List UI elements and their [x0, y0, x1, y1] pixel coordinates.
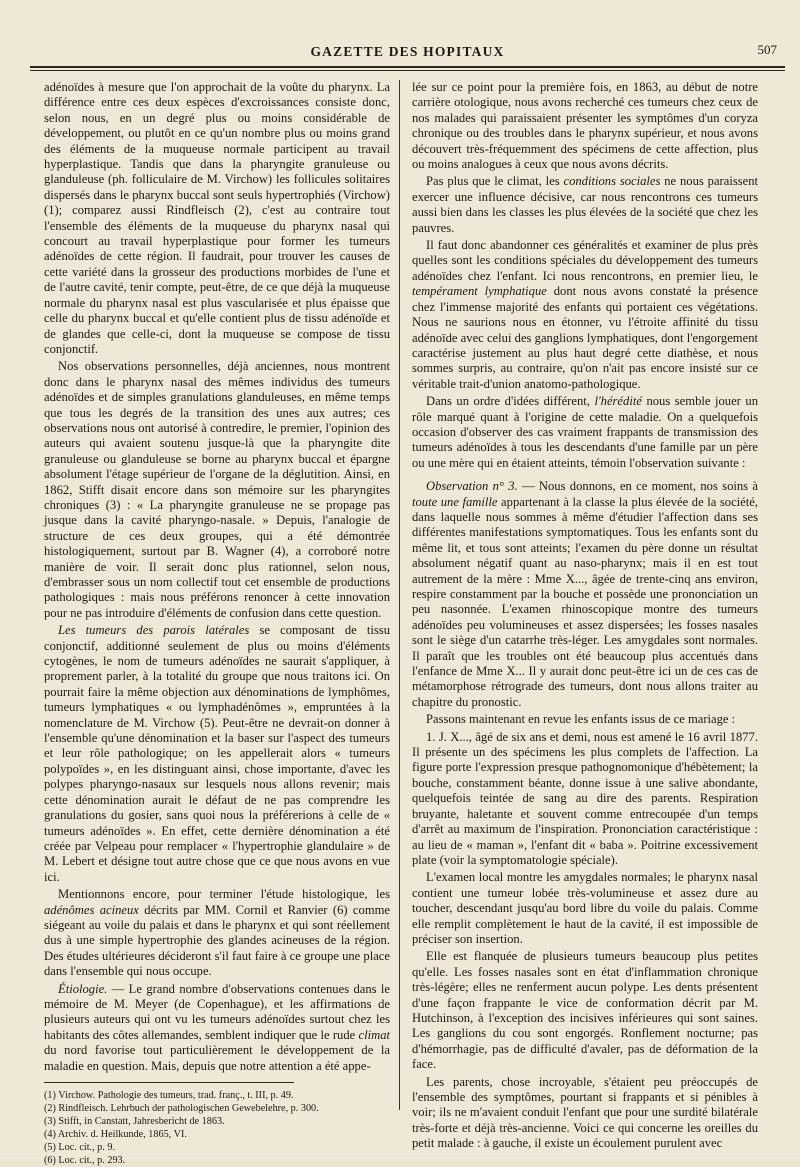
- paragraph: [44, 887, 390, 979]
- italic-term: adénômes acineux: [44, 902, 139, 917]
- paragraph: Nos observations personnelles, déjà anciennes, nous montrent donc dans le pharynx nasal des mêmes individus des tumeurs adénoïdes et de simples granulations glanduleuses, en même temps que tous les degrés de la transition des unes aux autres; ces observations nous ont autorisé à contredire, le premier, l'opinion des auteurs qui avaient soutenu jusque-là que la pharyngite dite granuleuse ou glanduleuse se borne au pharynx buccal et épargne absolument l'étage supérieur de l'organe de la déglutition. Ainsi, en 1862, Stifft disait encore dans son mémoire sur les pharyngites chroniques (3) : « La pharyngite granuleuse ne se propage pas jusque dans la cavité pharyngo-nasale. » Depuis, l'analogie de structure de ces deux groupes, qui a été démontrée histologiquement, surtout par B. Wagner (4), a corroboré notre manière de voir. Il serait donc plus rationnel, selon nous, d'embrasser sous un nom collectif tout cet ensemble de productions pathologiques : mais nous préférons renoncer à cette innovation pour ne pas introduire d'éléments de confusion dans cette question.: [44, 359, 390, 620]
- paragraph-text: Il faut donc abandonner ces généralités et examiner de plus près quelles sont les conditions spéciales du développement des tumeurs adénoïdes chez l'enfant. Ici nous rencontrons, en premier lieu, le: [412, 238, 758, 283]
- page-header: [30, 38, 785, 66]
- section-heading: Étiologie.: [58, 981, 108, 996]
- observation-heading: Observation n° 3.: [426, 479, 518, 494]
- column-divider: [399, 80, 400, 1110]
- footnotes: [44, 1089, 390, 1167]
- paragraph-text: Mentionnons encore, pour terminer l'étude histologique, les: [58, 887, 390, 902]
- paragraph-text: appartenant à la classe la plus élevée de la société, dans laquelle nous sommes à même d'étudier l'affection dans ses différentes manifestations symptomatiques. Tous les enfants sont du même lit, et tous sont atteints; l'examen du père donne un résultat absolument négatif quant au naso-pharynx; mais il en est tout autrement de la mère : Mme X..., âgée de trente-cinq ans environ, respire constamment par la bouche et possède une prononciation un peu nasonnée. L'examen rhinoscopique montre des tumeurs adénoïdes peu volumineuses et assez dispersées; les fosses nasales sont le siège d'un catarrhe très-léger. Les amygdales sont normales. Il paraît que les troubles ont été beaucoup plus accentués dans l'enfance de Mme X... Il y aurait donc peut-être ici un de ces cas de métamorphose rétrograde des tumeurs, dont nous allons traiter au chapitre du pronostic.: [412, 494, 758, 709]
- paragraph-text: décrits par MM. Cornil et Ranvier (6) comme siégeant au voile du palais et dans le pharynx et qui sont réellement dus à une simple hypertrophie des glandes acineuses de la région. Des études ultérieures décideront s'il faut faire à ce groupe une place dans l'ensemble qui nous occupe.: [44, 902, 390, 979]
- paragraph-text: nous semble jouer un rôle marqué quant à l'origine de cette maladie. On a quelquefois occasion d'observer des cas vraiment frappants de transmission des tumeurs adénoïdes à tous les descendants d'une famille par un père ou une mère qui en étaient atteints, témoin l'observation suivante :: [412, 394, 758, 470]
- footnote: (3) Stifft, in Canstatt, Jahresbericht de 1863.: [44, 1116, 225, 1127]
- paragraph: [412, 174, 758, 236]
- paragraph-text: dont nous avons constaté la présence chez l'immense majorité des enfants qui portaient ces végétations. Nous ne saurions nous en étonner, vu l'étroite affinité du tissu adénoïde avec celui des ganglions lymphatiques, dont l'engorgement caractérise justement au plus haut degré cette diathèse, et nous sommes surpris, au contraire, qu'on n'ait pas encore insisté sur ce véritable trait-d'union anatomo-pathologique.: [412, 284, 758, 391]
- paragraph: Elle est flanquée de plusieurs tumeurs beaucoup plus petites qu'elle. Les fosses nasales sont en état d'inflammation chronique très-légère; elles ne renferment aucun polype. Les dents présentent d'une façon frappante le vice de conformation décrit par M. Hutchinson, à l'exception des incisives inférieures qui sont saines. Les ganglions du cou sont engorgés. Ronflement nocturne; pas d'hémorrhagie, pas de difficulté d'avaler, pas de déformation de la face.: [412, 949, 758, 1072]
- paragraph-text: du nord favorise tout particulièrement le développement de la maladie en question. Mais, depuis que notre attention a été appe-: [44, 1043, 390, 1073]
- paragraph-text: Pas plus que le climat, les: [426, 174, 564, 189]
- italic-term: climat: [358, 1027, 390, 1042]
- paragraph-text: Dans un ordre d'idées différent,: [426, 394, 595, 409]
- footnote-rule: [44, 1082, 294, 1083]
- paragraph: Passons maintenant en revue les enfants issus de ce mariage :: [426, 712, 736, 727]
- paragraph: [412, 394, 758, 471]
- header-rule-thick: [30, 66, 785, 68]
- right-column: [412, 80, 758, 1154]
- paragraph: Les parents, chose incroyable, s'étaient peu préoccupés de l'ensemble des symptômes, pourtant si frappants et si pénibles à voir; ils ne m'avaient conduit l'enfant que pour une surdité bilatérale très-forte et déjà très-ancienne. Voici ce qui concerne les oreilles du petit malade : à gauche, il existe un écoulement purulent avec: [412, 1074, 758, 1151]
- footnote: (4) Archiv. d. Heilkunde, 1865, VI.: [44, 1129, 187, 1140]
- paragraph: adénoïdes à mesure que l'on approchait de la voûte du pharynx. La différence entre ces deux espèces d'excroissances consiste donc, selon nous, en un degré plus ou moins considérable de développement, ou plutôt en ce qu'un nombre plus ou moins grand des éléments de la muqueuse normale participent au travail hyperplastique. Tandis que dans la pharyngite granuleuse ou glanduleuse (ph. folliculaire de M. Virchow) les follicules solitaires dispersés dans le pharynx buccal sont seuls hypertrophiés (Virchow) (1); comparez aussi Rindfleisch (2), c'est au contraire tout l'ensemble des éléments de la muqueuse du pharynx nasal qui concourt au travail hyperplastique pour former les tumeurs adénoïdes de cette région. Il faudrait, pour trouver les causes de cette variété dans la grosseur des productions morbides de l'une et de l'autre cavité, tenir compte, peut-être, de ce que déjà la muqueuse normale du pharynx nasal est plus vascularisée et plus épaisse que celle du pharynx buccal et qu'elle contient plus de tissu adénoïde et de glandes que celle-ci, dont la muqueuse se compose de tissu conjonctif.: [44, 80, 390, 356]
- paragraph-text: ne nous paraissent exercer une influence décisive, car nous rencontrons ces tumeurs aussi bien dans les classes les plus élevées de la société que chez les pauvres.: [412, 174, 759, 235]
- paragraph: L'examen local montre les amygdales normales; le pharynx nasal contient une tumeur lobée très-volumineuse et assez dure au toucher, descendant jusqu'au bord libre du voile du palais. Comme elle remplit complètement le haut de la cavité, il est impossible de préciser son insertion.: [412, 870, 758, 946]
- journal-title: GAZETTE DES HOPITAUX: [310, 44, 505, 59]
- paragraph: [44, 623, 390, 885]
- italic-term: toute une famille: [412, 494, 498, 509]
- paragraph-text: se composant de tissu conjonctif, additionné seulement de plus ou moins d'éléments cytogènes, le nom de tumeurs adénoïdes ne saurait s'appliquer, à proprement parler, à la totalité du groupe que nous traitons ici. On pourrait faire la même objection aux dénominations de lymphômes, tumeurs lymphatiques « ou lymphadénômes », empruntées à la nomenclature de M. Virchow (5). Peut-être ne devrait-on donner à l'ensemble qu'une dénomination et la baser sur l'aspect des tumeurs et leur rôle pathologique; on les appellerait alors « tumeurs polypoïdes », en les distinguant ainsi, chose importante, d'avec les polypes pharyngo-nasaux sur lesquels nous allons revenir; mais cette dénomination aurait le défaut de ne pas comprendre les granulations du gosier, sans quoi nous la préférerions à celle de « tumeurs adénoïdes ». En effet, cette dernière dénomination a été créée par Velpeau pour remplacer « l'hypertrophie glandulaire » de M. Lebert et désigne tout autre chose que ce que nous avons en vue ici.: [44, 623, 390, 884]
- paragraph: [412, 238, 758, 392]
- paragraph: 1. J. X..., âgé de six ans et demi, nous est amené le 16 avril 1877. Il présente un des spécimens les plus complets de l'affection. La figure porte l'expression presque pathognomonique d'hébètement; la bouche, constamment béante, donne issue à une salive abondante, quelquefois teintée de sang au dire des parents. Respiration bruyante, haletante et souvent comme entrecoupée d'un temps d'arrêt au maximum de l'inspiration. Prononciation caractéristique : au lieu de « maman », l'enfant dit « baba ». Poitrine excessivement plate (voir la symptomatologie spéciale).: [412, 729, 758, 867]
- paragraph-text: — Nous donnons, en ce moment, nos soins à: [517, 479, 758, 494]
- paragraph: [44, 982, 390, 1074]
- paragraph: lée sur ce point pour la première fois, en 1863, au début de notre carrière otologique, nous avons recherché ces tumeurs chez ceux de nos malades qui paraissaient présenter les symptômes d'un coryza chronique ou des troubles dans le pharynx supérieur, et nous avons découvert très-fréquemment des spécimens de cette affection, plus ou moins analogues à ceux que nous avons décrits.: [412, 80, 758, 172]
- paragraph: [412, 479, 758, 710]
- footnote: (1) Virchow. Pathologie des tumeurs, trad. franç., t. III, p. 49.: [44, 1090, 294, 1101]
- italic-term: conditions sociales: [563, 174, 661, 189]
- italic-term: tempérament lymphatique: [412, 284, 547, 299]
- italic-term: Les tumeurs des parois latérales: [58, 623, 250, 638]
- footnote: (6) Loc. cit., p. 293.: [44, 1155, 126, 1166]
- footnote: (5) Loc. cit., p. 9.: [44, 1142, 116, 1153]
- page-number: 507: [757, 42, 777, 57]
- paragraph-text: — Le grand nombre d'observations contenues dans le mémoire de M. Meyer (de Copenhague), et les affirmations de plusieurs auteurs qui ont vu les tumeurs adénoïdes surtout chez les habitants des côtes allemandes, semblent indiquer que le rude: [44, 981, 390, 1042]
- italic-term: l'hérédité: [594, 394, 642, 409]
- left-column: [44, 80, 390, 1167]
- header-rule-thin: [30, 70, 785, 71]
- footnote: (2) Rindfleisch. Lehrbuch der pathologischen Gewebelehre, p. 300.: [44, 1103, 319, 1114]
